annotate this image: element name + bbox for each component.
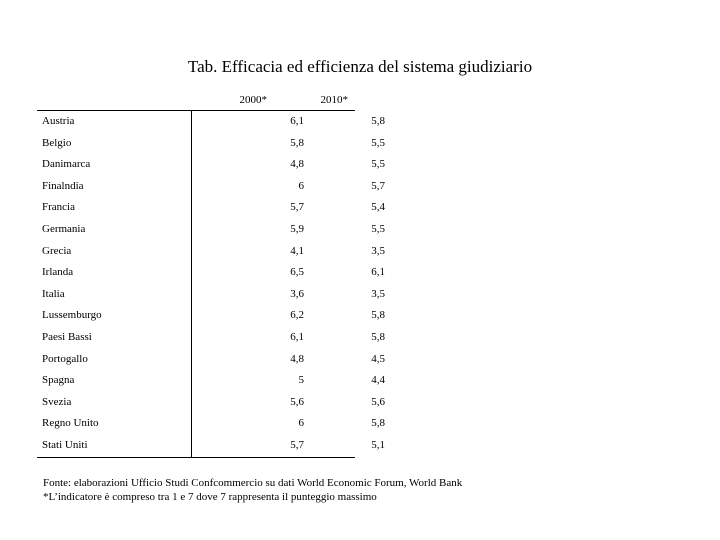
table-notes xyxy=(43,476,462,504)
value-2000-cell: 6,5 xyxy=(290,266,304,279)
country-cell: Paesi Bassi xyxy=(42,330,92,343)
table-row xyxy=(37,370,385,392)
value-2010-cell: 4,5 xyxy=(371,352,385,365)
value-2010-cell: 5,1 xyxy=(371,438,385,451)
value-2010-cell: 5,8 xyxy=(371,309,385,322)
column-header-2010: 2010* xyxy=(320,94,348,106)
country-cell: Austria xyxy=(42,115,75,127)
country-cell: Finalndia xyxy=(42,179,84,192)
value-2000-cell: 5,8 xyxy=(290,136,304,149)
value-2000-cell: 5,7 xyxy=(290,438,304,451)
country-cell: Spagna xyxy=(42,374,75,387)
table-row xyxy=(37,154,385,176)
source-note: Fonte: elaborazioni Ufficio Studi Confcommercio su dati World Economic Forum, World Bank xyxy=(43,477,463,489)
country-cell: Portogallo xyxy=(42,352,88,365)
country-cell: Italia xyxy=(42,287,65,300)
country-cell: Irlanda xyxy=(42,266,74,279)
table-bottom-rule xyxy=(37,457,355,458)
value-2010-cell: 4,4 xyxy=(371,374,385,387)
value-2010-cell: 5,6 xyxy=(371,395,385,408)
value-2010-cell: 5,5 xyxy=(371,158,385,171)
table-row xyxy=(37,284,385,306)
page-title: Tab. Efficacia ed efficienza del sistema giudiziario xyxy=(187,57,533,76)
value-2010-cell: 5,8 xyxy=(371,330,385,343)
value-2010-cell: 6,1 xyxy=(371,266,385,279)
table-row xyxy=(37,305,385,327)
value-2010-cell: 3,5 xyxy=(371,244,385,257)
value-2000-cell: 5,6 xyxy=(290,395,304,408)
table-row xyxy=(37,413,385,435)
value-2000-cell: 4,1 xyxy=(290,244,304,257)
value-2010-cell: 5,5 xyxy=(371,136,385,149)
table-row xyxy=(37,219,385,241)
value-2000-cell: 6,1 xyxy=(290,330,304,343)
table-row xyxy=(37,435,385,457)
value-2000-cell: 6,2 xyxy=(290,309,304,322)
country-cell: Lussemburgo xyxy=(42,309,102,322)
table-row xyxy=(37,176,385,198)
country-cell: Regno Unito xyxy=(42,417,99,430)
table-row xyxy=(37,197,385,219)
value-2000-cell: 5,9 xyxy=(290,222,304,235)
value-2000-cell: 6,1 xyxy=(290,115,304,127)
table-row xyxy=(37,133,385,155)
table-row xyxy=(37,392,385,414)
country-cell: Germania xyxy=(42,222,86,235)
country-cell: Stati Uniti xyxy=(42,438,88,451)
data-table-body xyxy=(37,111,385,457)
table-row xyxy=(37,111,385,133)
table-row xyxy=(37,262,385,284)
value-2000-cell: 5 xyxy=(298,374,304,387)
table-row xyxy=(37,327,385,349)
value-2000-cell: 6 xyxy=(298,417,304,430)
value-2000-cell: 5,7 xyxy=(290,201,304,214)
value-2010-cell: 5,4 xyxy=(371,201,385,214)
value-2000-cell: 4,8 xyxy=(290,158,304,171)
column-header-2000: 2000* xyxy=(239,94,267,106)
value-2000-cell: 6 xyxy=(298,179,304,192)
table-row xyxy=(37,241,385,263)
table-row xyxy=(37,349,385,371)
value-2010-cell: 5,5 xyxy=(371,222,385,235)
country-cell: Belgio xyxy=(42,136,72,149)
value-2000-cell: 3,6 xyxy=(290,287,304,300)
country-cell: Grecia xyxy=(42,244,72,257)
footnote: *L’indicatore è compreso tra 1 e 7 dove 7 rappresenta il punteggio massimo xyxy=(43,491,377,503)
value-2010-cell: 3,5 xyxy=(371,287,385,300)
value-2000-cell: 4,8 xyxy=(290,352,304,365)
country-cell: Danimarca xyxy=(42,158,91,171)
value-2010-cell: 5,8 xyxy=(371,115,385,127)
country-cell: Svezia xyxy=(42,395,72,408)
value-2010-cell: 5,7 xyxy=(371,179,385,192)
value-2010-cell: 5,8 xyxy=(371,417,385,430)
country-cell: Francia xyxy=(42,201,75,214)
